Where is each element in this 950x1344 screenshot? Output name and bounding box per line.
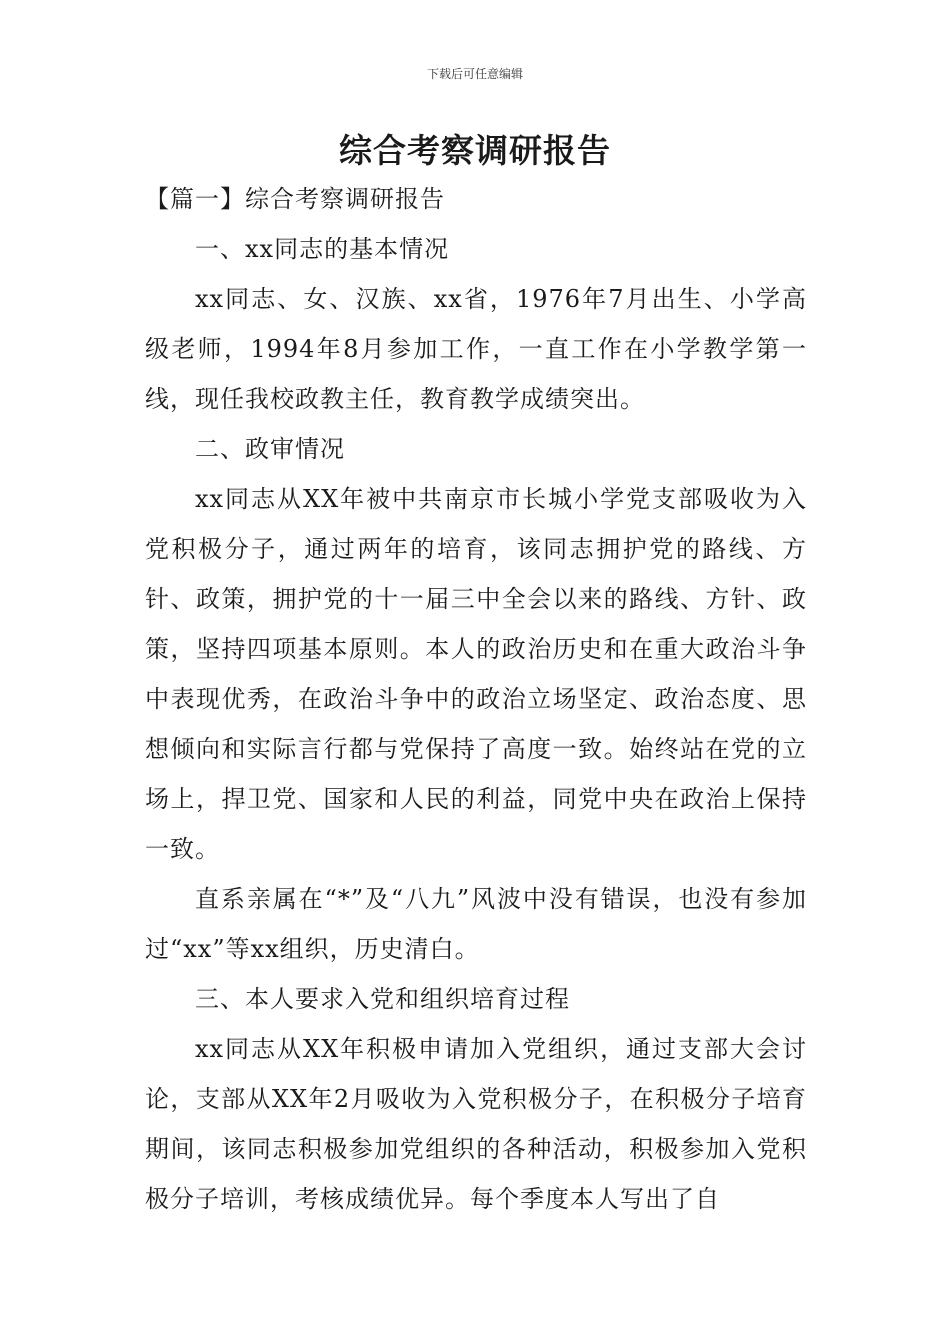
document-body bbox=[145, 174, 807, 1224]
subsection-heading: 三、本人要求入党和组织培育过程 bbox=[195, 985, 570, 1013]
section-heading: 【篇一】综合考察调研报告 bbox=[145, 185, 445, 213]
body-paragraph: xx同志从XX年积极申请加入党组织，通过支部大会讨论，支部从XX年2月吸收为入党积极分子，在积极分子培育期间，该同志积极参加党组织的各种活动，积极参加入党积极分子培训，考核成绩优异。每个季度本人写出了自 bbox=[145, 1035, 807, 1213]
body-paragraph: 直系亲属在“*”及“八九”风波中没有错误，也没有参加过“xx”等xx组织，历史清白。 bbox=[145, 885, 807, 963]
document-title: 综合考察调研报告 bbox=[339, 131, 611, 170]
subsection-heading: 二、政审情况 bbox=[195, 435, 345, 463]
subsection-heading: 一、xx同志的基本情况 bbox=[195, 235, 450, 263]
body-paragraph: xx同志、女、汉族、xx省，1976年7月出生、小学高级老师，1994年8月参加工作，一直工作在小学教学第一线，现任我校政教主任，教育教学成绩突出。 bbox=[145, 285, 807, 413]
body-paragraph: xx同志从XX年被中共南京市长城小学党支部吸收为入党积极分子，通过两年的培育，该同志拥护党的路线、方针、政策，拥护党的十一届三中全会以来的路线、方针、政策，坚持四项基本原则。本人的政治历史和在重大政治斗争中表现优秀，在政治斗争中的政治立场坚定、政治态度、思想倾向和实际言行都与党保持了高度一致。始终站在党的立场上，捍卫党、国家和人民的利益，同党中央在政治上保持一致。 bbox=[145, 485, 807, 863]
header-note: 下载后可任意编辑 bbox=[426, 67, 523, 81]
